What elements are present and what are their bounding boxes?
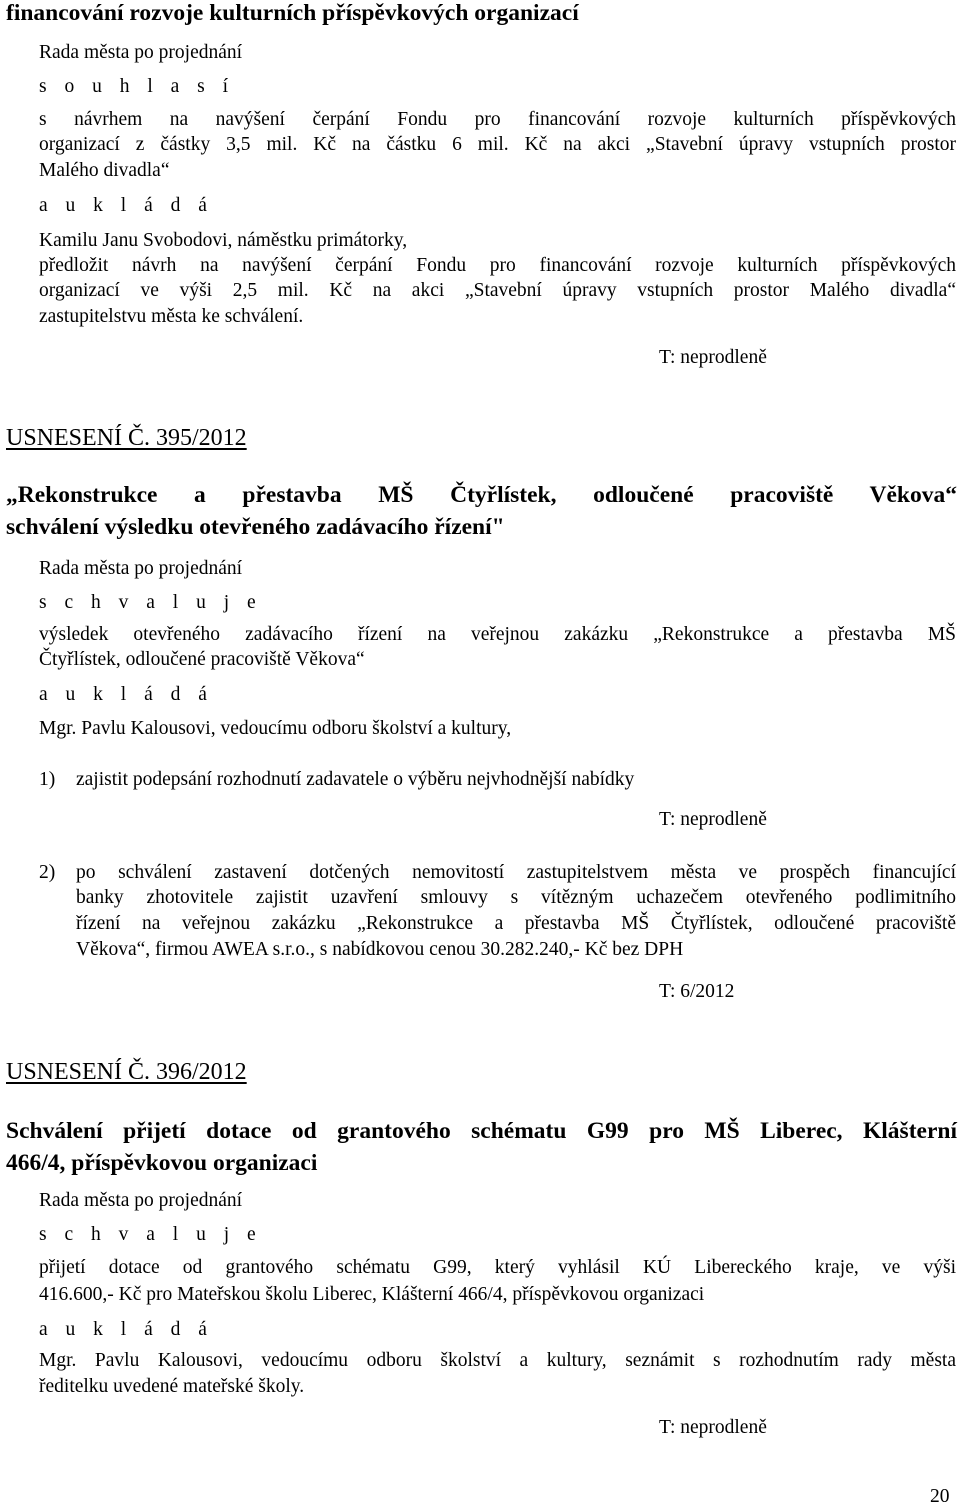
list-item-number: 2) xyxy=(39,862,56,883)
verb-uklada: a u k l á d á xyxy=(39,1319,214,1340)
list-item-number: 1) xyxy=(39,769,56,790)
list-item: zajistit podepsání rozhodnutí zadavatele o výběru nejvhodnější nabídky xyxy=(76,769,635,790)
paragraph-line: Malého divadla“ xyxy=(39,160,170,181)
board-intro: Rada města po projednání xyxy=(39,42,243,63)
addressee: Kamilu Janu Svobodovi, náměstku primátorky, xyxy=(39,230,408,251)
paragraph-line: přijetí dotace od grantového schématu G99, který vyhlásil KÚ Libereckého kraje, ve výši xyxy=(39,1257,956,1278)
resolution-number: USNESENÍ Č. 396/2012 xyxy=(6,1059,247,1085)
board-intro: Rada města po projednání xyxy=(39,558,243,579)
paragraph-line: Čtyřlístek, odloučené pracoviště Věkova“ xyxy=(39,649,365,670)
deadline: T: 6/2012 xyxy=(659,981,735,1002)
paragraph-line: předložit návrh na navýšení čerpání Fondu pro financování rozvoje kulturních příspěvkových xyxy=(39,255,956,276)
paragraph-line: s návrhem na navýšení čerpání Fondu pro financování rozvoje kulturních příspěvkových xyxy=(39,109,956,130)
paragraph-line: ředitelku uvedené mateřské školy. xyxy=(39,1376,305,1397)
paragraph-line: organizací z částky 3,5 mil. Kč na částku 6 mil. Kč na akci „Stavební úpravy vstupních prostor xyxy=(39,134,956,155)
deadline: T: neprodleně xyxy=(659,1417,767,1438)
paragraph-line: 416.600,- Kč pro Mateřskou školu Liberec, Klášterní 466/4, příspěvkovou organizaci xyxy=(39,1284,705,1305)
verb-uklada: a u k l á d á xyxy=(39,684,214,705)
resolution-title: „Rekonstrukce a přestavba MŠ Čtyřlístek, odloučené pracoviště Věkova“ xyxy=(6,482,957,508)
resolution-title: 466/4, příspěvkovou organizaci xyxy=(6,1150,318,1176)
addressee: Mgr. Pavlu Kalousovi, vedoucímu odboru školství a kultury, xyxy=(39,718,512,739)
paragraph-line: zastupitelstvu města ke schválení. xyxy=(39,306,304,327)
list-item: po schválení zastavení dotčených nemovitostí zastupitelstvem města ve prospěch financující xyxy=(76,862,956,883)
verb-uklada: a u k l á d á xyxy=(39,195,214,216)
resolution-title: Schválení přijetí dotace od grantového schématu G99 pro MŠ Liberec, Klášterní xyxy=(6,1118,957,1144)
resolution-number: USNESENÍ Č. 395/2012 xyxy=(6,425,247,451)
list-item: banky zhotovitele zajistit uzavření smlouvy s vítězným uchazečem otevřeného podlimitního xyxy=(76,887,956,908)
paragraph-line: Mgr. Pavlu Kalousovi, vedoucímu odboru školství a kultury, seznámit s rozhodnutím rady města xyxy=(39,1350,956,1371)
verb-schvaluje: s c h v a l u j e xyxy=(39,592,263,613)
page-number: 20 xyxy=(930,1486,950,1507)
resolution-title: schválení výsledku otevřeného zadávacího řízení" xyxy=(6,514,505,540)
verb-souhlasi: s o u h l a s í xyxy=(39,76,235,97)
list-item: řízení na veřejnou zakázku „Rekonstrukce a přestavba MŠ Čtyřlístek, odloučené pracoviště xyxy=(76,913,956,934)
paragraph-line: výsledek otevřeného zadávacího řízení na veřejnou zakázku „Rekonstrukce a přestavba MŠ xyxy=(39,624,956,645)
section-heading: financování rozvoje kulturních příspěvkových organizací xyxy=(6,0,579,26)
list-item: Věkova“, firmou AWEA s.r.o., s nabídkovou cenou 30.282.240,- Kč bez DPH xyxy=(76,939,684,960)
paragraph-line: organizací ve výši 2,5 mil. Kč na akci „Stavební úpravy vstupních prostor Malého divadla“ xyxy=(39,280,956,301)
deadline: T: neprodleně xyxy=(659,347,767,368)
deadline: T: neprodleně xyxy=(659,809,767,830)
board-intro: Rada města po projednání xyxy=(39,1190,243,1211)
verb-schvaluje: s c h v a l u j e xyxy=(39,1224,263,1245)
